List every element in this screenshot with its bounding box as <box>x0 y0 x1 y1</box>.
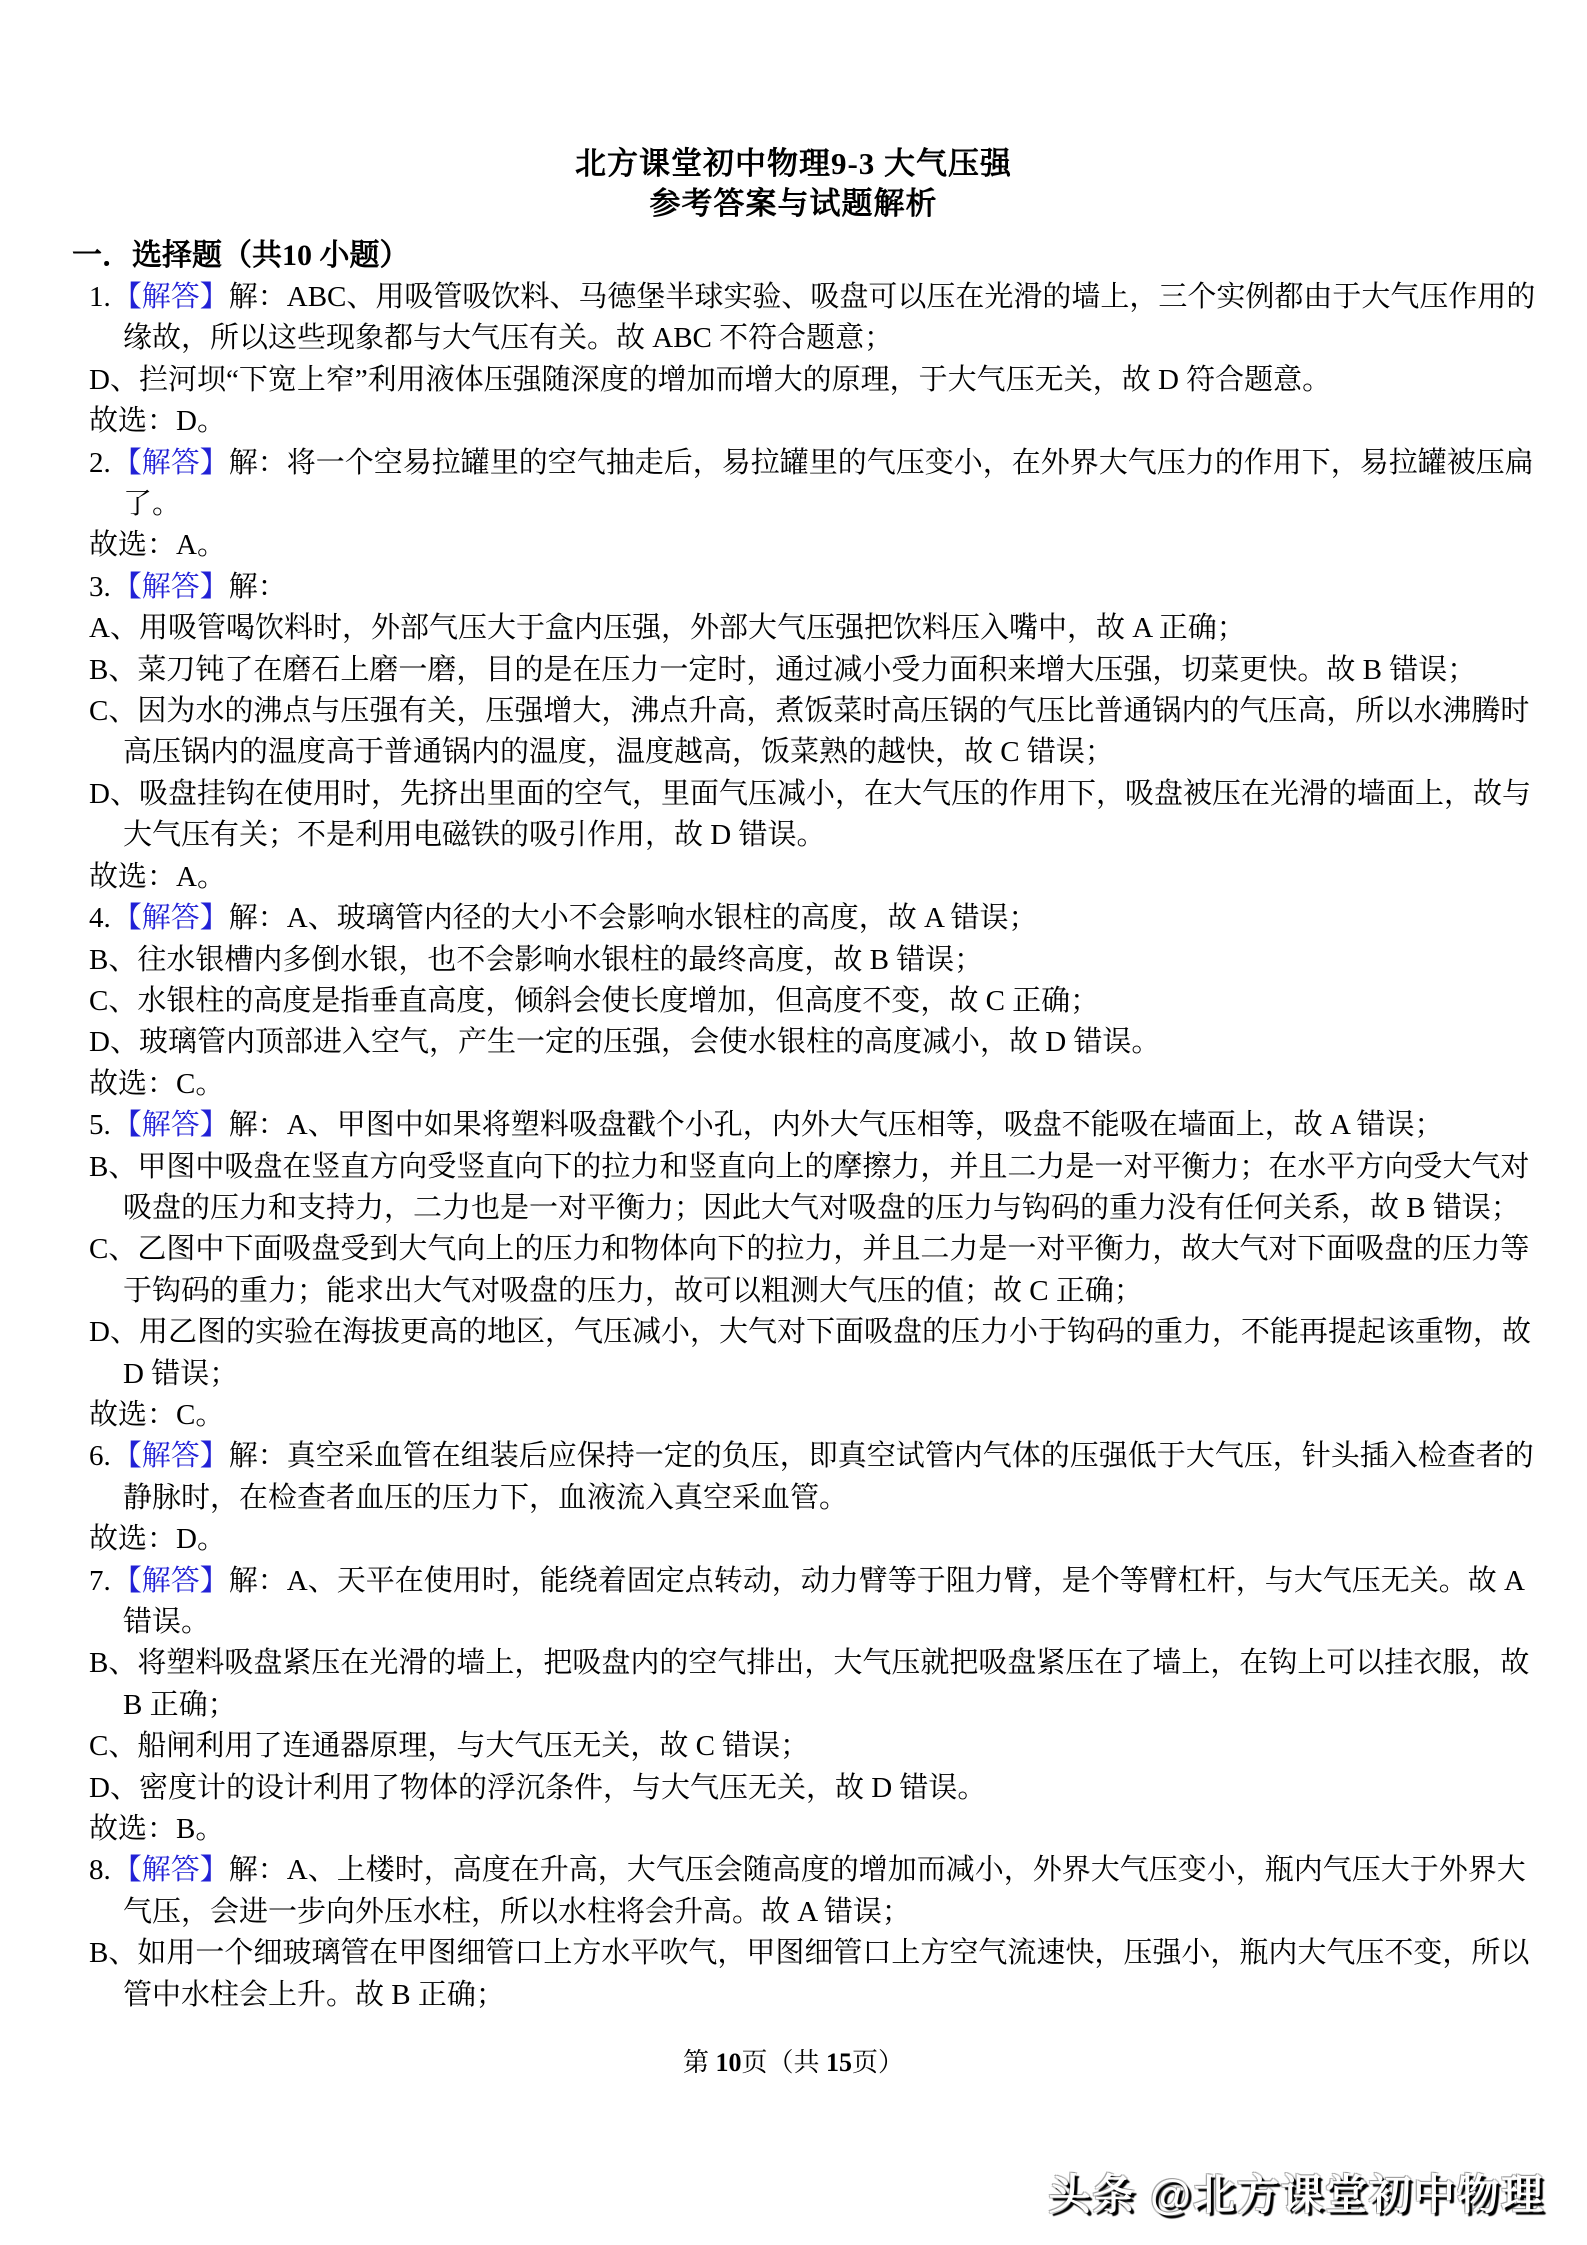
answer-text: 解：A、上楼时，高度在升高，大气压会随高度的增加而减小，外界大气压变小，瓶内气压大于外界大 <box>228 1854 1526 1887</box>
answer-line <box>89 774 1547 815</box>
answer-number: 3. <box>89 570 111 603</box>
answer-tag: 【解答】 <box>112 1854 229 1887</box>
section-heading: 一．选择题（共10 小题） <box>72 239 410 272</box>
answer-text: 故选：C。 <box>89 1398 225 1431</box>
answer-text: 故选：D。 <box>89 405 226 438</box>
answer-line <box>89 1726 1547 1767</box>
answer-line <box>89 1850 1547 1891</box>
answer-number: 5. <box>89 1109 111 1142</box>
answer-line <box>89 940 1547 981</box>
answer-text: 故选：D。 <box>89 1523 226 1556</box>
footer-total-pages: 15 <box>826 2048 852 2077</box>
answer-text: C、水银柱的高度是指垂直高度，倾斜会使长度增加，但高度不变，故 C 正确； <box>89 984 1100 1017</box>
answer-line <box>89 484 1547 525</box>
answer-text: 故选：C。 <box>89 1067 225 1100</box>
answer-text: D、玻璃管内顶部进入空气，产生一定的压强，会使水银柱的高度减小，故 D 错误。 <box>89 1026 1161 1059</box>
answer-text: 于钩码的重力；能求出大气对吸盘的压力，故可以粗测大气压的值；故 C 正确； <box>123 1274 1143 1307</box>
answer-number: 1. <box>89 281 111 313</box>
answer-line <box>89 608 1547 649</box>
answer-text: B、如用一个细玻璃管在甲图细管口上方水平吹气，甲图细管口上方空气流速快，压强小，瓶内大气压不变，所以 <box>89 1937 1530 1970</box>
answer-text: C、船闸利用了连通器原理，与大气压无关，故 C 错误； <box>89 1730 810 1763</box>
answer-line <box>89 732 1547 773</box>
answer-line <box>89 318 1547 359</box>
answer-text: D、拦河坝“下宽上窄”利用液体压强随深度的增加而增大的原理，于大气压无关，故 D 符合题意。 <box>89 363 1332 396</box>
answer-line <box>89 1188 1547 1229</box>
answer-text: 管中水柱会上升。故 B 正确； <box>123 1978 505 2011</box>
answer-tag: 【解答】 <box>112 446 229 479</box>
footer-page-number: 10 <box>715 2048 742 2077</box>
answer-line <box>89 443 1547 484</box>
answer-number: 7. <box>89 1564 111 1597</box>
answer-tag: 【解答】 <box>112 1440 229 1473</box>
answer-line <box>89 1022 1547 1063</box>
answer-text: C、因为水的沸点与压强有关，压强增大，沸点升高，煮饭菜时高压锅的气压比普通锅内的气压高，所以水沸腾时 <box>89 695 1530 728</box>
answer-line <box>89 1809 1547 1850</box>
answer-line <box>89 857 1547 898</box>
answer-text: 了。 <box>123 488 182 521</box>
answer-line <box>89 1064 1547 1105</box>
answer-tag: 【解答】 <box>112 1564 229 1597</box>
answer-line <box>89 691 1547 732</box>
answer-text: 故选：B。 <box>89 1813 225 1846</box>
answer-text: D、密度计的设计利用了物体的浮沉条件，与大气压无关，故 D 错误。 <box>89 1771 987 1804</box>
answer-line <box>89 898 1547 939</box>
answer-text: D、用乙图的实验在海拔更高的地区，气压减小，大气对下面吸盘的压力小于钩码的重力，不能再提起该重物，故 <box>89 1316 1531 1349</box>
answer-line <box>89 1312 1547 1353</box>
footer-mid: 页（共 <box>741 2048 826 2077</box>
answer-line <box>89 981 1547 1022</box>
answer-line <box>89 1975 1547 2016</box>
page-subtitle: 参考答案与试题解析 <box>649 186 938 221</box>
answer-line <box>89 1229 1547 1270</box>
answer-text: 大气压有关；不是利用电磁铁的吸引作用，故 D 错误。 <box>123 819 826 852</box>
answer-line <box>89 1892 1547 1933</box>
footer-prefix: 第 <box>682 2048 716 2077</box>
answer-line <box>89 1561 1547 1602</box>
answer-line <box>89 1643 1547 1684</box>
answer-line <box>89 1354 1547 1395</box>
answer-text: 解：A、天平在使用时，能绕着固定点转动，动力臂等于阻力臂，是个等臂杠杆，与大气压无关。故 A <box>228 1564 1525 1597</box>
answer-text: A、用吸管喝饮料时，外部气压大于盒内压强，外部大气压强把饮料压入嘴中，故 A 正确； <box>89 612 1246 645</box>
answer-text: B、甲图中吸盘在竖直方向受竖直向下的拉力和竖直向上的摩擦力，并且二力是一对平衡力；在水平方向受大气对 <box>89 1150 1530 1183</box>
answer-line <box>89 1768 1547 1809</box>
answer-line <box>89 1602 1547 1643</box>
answer-text: 故选：A。 <box>89 529 226 562</box>
answer-text: 解：A、玻璃管内径的大小不会影响水银柱的高度，故 A 错误； <box>228 902 1038 935</box>
page-footer <box>0 2046 1587 2080</box>
answer-tag: 【解答】 <box>112 902 229 935</box>
answer-line <box>89 1271 1547 1312</box>
answer-text: 错误。 <box>123 1606 211 1638</box>
answer-text: 缘故，所以这些现象都与大气压有关。故 ABC 不符合题意； <box>123 322 894 355</box>
answer-text: D、吸盘挂钩在使用时，先挤出里面的空气，里面气压减小，在大气压的作用下，吸盘被压在光滑的墙面上，故与 <box>89 777 1531 810</box>
answer-number: 8. <box>89 1854 111 1887</box>
answer-tag: 【解答】 <box>112 281 229 313</box>
answer-text: 高压锅内的温度高于普通锅内的温度，温度越高，饭菜熟的越快，故 C 错误； <box>123 736 1114 769</box>
answer-line <box>89 1147 1547 1188</box>
answer-text: 解：ABC、用吸管吸饮料、马德堡半球实验、吸盘可以压在光滑的墙上，三个实例都由于大气压作用的 <box>228 281 1536 313</box>
answer-number: 6. <box>89 1440 111 1473</box>
answer-text: C、乙图中下面吸盘受到大气向上的压力和物体向下的拉力，并且二力是一对平衡力，故大气对下面吸盘的压力等 <box>89 1233 1530 1266</box>
answer-line <box>89 1436 1547 1477</box>
answer-line <box>89 1478 1547 1519</box>
answer-line <box>89 360 1547 401</box>
answer-line <box>89 1519 1547 1560</box>
answer-text: 解： <box>228 570 287 603</box>
footer-suffix: 页） <box>852 2048 905 2077</box>
answer-line <box>89 815 1547 856</box>
watermark: 头条 @北方课堂初中物理 <box>1048 2171 1545 2218</box>
answer-text: 吸盘的压力和支持力，二力也是一对平衡力；因此大气对吸盘的压力与钩码的重力没有任何关系，故 B 错误； <box>123 1191 1520 1224</box>
answer-text: 气压，会进一步向外压水柱，所以水柱将会升高。故 A 错误； <box>123 1895 911 1928</box>
answer-tag: 【解答】 <box>112 570 229 603</box>
answer-tag: 【解答】 <box>112 1109 229 1142</box>
answer-line <box>89 567 1547 608</box>
answer-text: 静脉时，在检查者血压的压力下，血液流入真空采血管。 <box>123 1481 849 1514</box>
answer-text: B、往水银槽内多倒水银，也不会影响水银柱的最终高度，故 B 错误； <box>89 943 984 976</box>
answer-lines <box>89 277 1547 2016</box>
answer-text: B、菜刀钝了在磨石上磨一磨，目的是在压力一定时，通过减小受力面积来增大压强，切菜更快。故 B 错误； <box>89 653 1477 686</box>
answer-line <box>89 1105 1547 1146</box>
page-title: 北方课堂初中物理9-3 大气压强 <box>574 146 1013 181</box>
answer-line <box>89 1933 1547 1974</box>
answer-text: B 正确； <box>123 1688 237 1721</box>
answer-text: 解：将一个空易拉罐里的空气抽走后，易拉罐里的气压变小，在外界大气压力的作用下，易拉罐被压扁 <box>228 446 1534 479</box>
answer-number: 4. <box>89 902 111 935</box>
answer-line <box>89 525 1547 566</box>
answer-line <box>89 277 1547 318</box>
answer-text: 故选：A。 <box>89 860 226 893</box>
answer-text: 解：A、甲图中如果将塑料吸盘戳个小孔，内外大气压相等，吸盘不能吸在墙面上，故 A 错误； <box>228 1109 1444 1142</box>
answer-number: 2. <box>89 446 111 479</box>
answer-line <box>89 1395 1547 1436</box>
answer-line <box>89 1685 1547 1726</box>
answer-text: D 错误； <box>123 1357 239 1390</box>
answer-line <box>89 650 1547 691</box>
answer-text: 解：真空采血管在组装后应保持一定的负压，即真空试管内气体的压强低于大气压，针头插入检查者的 <box>228 1440 1534 1473</box>
answer-text: B、将塑料吸盘紧压在光滑的墙上，把吸盘内的空气排出，大气压就把吸盘紧压在了墙上，在钩上可以挂衣服，故 <box>89 1647 1530 1680</box>
answer-line <box>89 401 1547 442</box>
